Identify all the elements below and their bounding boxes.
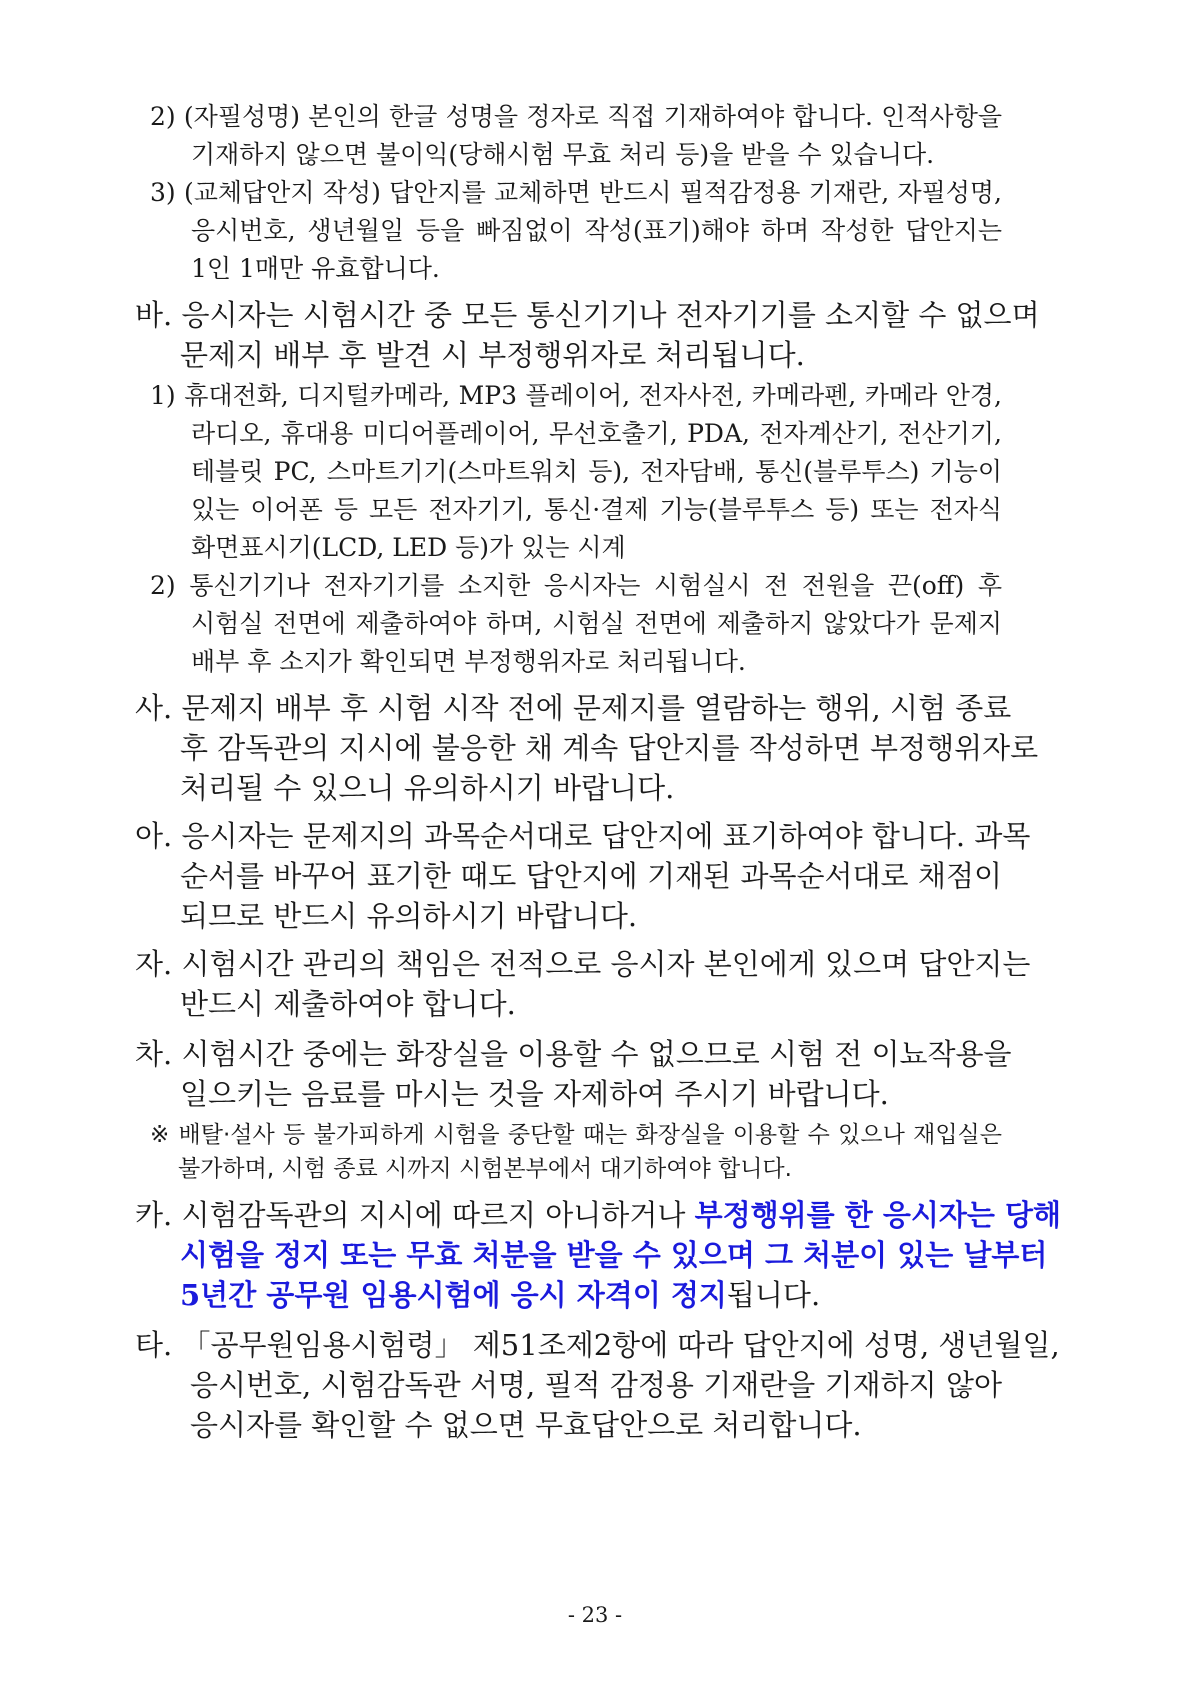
section-sa-line-3: 처리될 수 있으니 유의하시기 바랍니다. xyxy=(180,771,675,805)
section-cha-line-2: 일으키는 음료를 마시는 것을 자제하여 주시기 바랍니다. xyxy=(180,1077,889,1111)
item-ma-3-line-1: 3) (교체답안지 작성) 답안지를 교체하면 반드시 필적감정용 기재란, 자필성명, xyxy=(150,178,1002,207)
section-ba-line-2: 문제지 배부 후 발견 시 부정행위자로 처리됩니다. xyxy=(180,338,805,372)
section-ka-emphasis-3: 5년간 공무원 임용시험에 응시 자격이 정지 xyxy=(180,1278,727,1312)
section-ba-line-1: 바. 응시자는 시험시간 중 모든 통신기기나 전자기기를 소지할 수 없으며 xyxy=(135,298,1040,332)
item-ba-2-line-3: 배부 후 소지가 확인되면 부정행위자로 처리됩니다. xyxy=(191,647,746,676)
item-ma-3-line-3: 1인 1매만 유효합니다. xyxy=(191,254,440,283)
section-cha-note-line-1: ※ 배탈·설사 등 불가피하게 시험을 중단할 때는 화장실을 이용할 수 있으나 재입실은 xyxy=(150,1122,1002,1148)
item-ba-2-line-2: 시험실 전면에 제출하여야 하며, 시험실 전면에 제출하지 않았다가 문제지 xyxy=(191,609,1002,638)
section-a-line-2: 순서를 바꾸어 표기한 때도 답안지에 기재된 과목순서대로 채점이 xyxy=(180,859,1002,893)
section-sa-line-1: 사. 문제지 배부 후 시험 시작 전에 문제지를 열람하는 행위, 시험 종료 xyxy=(135,691,1012,725)
section-ja-line-1: 자. 시험시간 관리의 책임은 전적으로 응시자 본인에게 있으며 답안지는 xyxy=(135,947,1031,981)
item-ma-2-line-2: 기재하지 않으면 불이익(당해시험 무효 처리 등)을 받을 수 있습니다. xyxy=(191,140,935,169)
item-ma-3-line-2: 응시번호, 생년월일 등을 빠짐없이 작성(표기)해야 하며 작성한 답안지는 xyxy=(191,216,1002,245)
section-ka-line-1 xyxy=(135,1198,1062,1232)
section-a-line-3: 되므로 반드시 유의하시기 바랍니다. xyxy=(180,899,638,933)
item-ba-1-line-2: 라디오, 휴대용 미디어플레이어, 무선호출기, PDA, 전자계산기, 전산기기, xyxy=(191,419,1002,448)
section-ka-line-1-plain: 카. 시험감독관의 지시에 따르지 아니하거나 xyxy=(135,1198,695,1232)
section-sa-line-2: 후 감독관의 지시에 불응한 채 계속 답안지를 작성하면 부정행위자로 xyxy=(180,731,1039,765)
section-a-line-1: 아. 응시자는 문제지의 과목순서대로 답안지에 표기하여야 합니다. 과목 xyxy=(135,819,1031,853)
section-ja-line-2: 반드시 제출하여야 합니다. xyxy=(180,987,516,1021)
section-ka-emphasis-2: 시험을 정지 또는 무효 처분을 받을 수 있으며 그 처분이 있는 날부터 xyxy=(180,1238,1048,1272)
section-ka-line-3-plain: 됩니다. xyxy=(726,1278,821,1312)
item-ba-2-line-1: 2) 통신기기나 전자기기를 소지한 응시자는 시험실시 전 전원을 끈(off) 후 xyxy=(150,571,1002,600)
section-ta-line-3: 응시자를 확인할 수 없으면 무효답안으로 처리합니다. xyxy=(190,1408,862,1442)
item-ba-1-line-1: 1) 휴대전화, 디지털카메라, MP3 플레이어, 전자사전, 카메라펜, 카메라 안경, xyxy=(150,381,1002,410)
section-ka-emphasis-1: 부정행위를 한 응시자는 당해 xyxy=(694,1198,1062,1232)
item-ba-1-line-4: 있는 이어폰 등 모든 전자기기, 통신·결제 기능(블루투스 등) 또는 전자식 xyxy=(191,495,1002,524)
section-cha-line-1: 차. 시험시간 중에는 화장실을 이용할 수 없으므로 시험 전 이뇨작용을 xyxy=(135,1037,1012,1071)
section-ta-line-1: 타. 「공무원임용시험령」 제51조제2항에 따라 답안지에 성명, 생년월일, xyxy=(135,1328,1060,1362)
section-cha-note-line-2: 불가하며, 시험 종료 시까지 시험본부에서 대기하여야 합니다. xyxy=(178,1156,792,1182)
item-ba-1-line-3: 테블릿 PC, 스마트기기(스마트워치 등), 전자담배, 통신(블루투스) 기능이 xyxy=(191,457,1002,486)
page-number: - 23 - xyxy=(567,1603,623,1627)
section-ka-line-3 xyxy=(180,1278,821,1312)
section-ta-line-2: 응시번호, 시험감독관 서명, 필적 감정용 기재란을 기재하지 않아 xyxy=(190,1368,1002,1402)
item-ba-1-line-5: 화면표시기(LCD, LED 등)가 있는 시계 xyxy=(191,533,626,562)
item-ma-2-line-1: 2) (자필성명) 본인의 한글 성명을 정자로 직접 기재하여야 합니다. 인적사항을 xyxy=(150,102,1002,131)
